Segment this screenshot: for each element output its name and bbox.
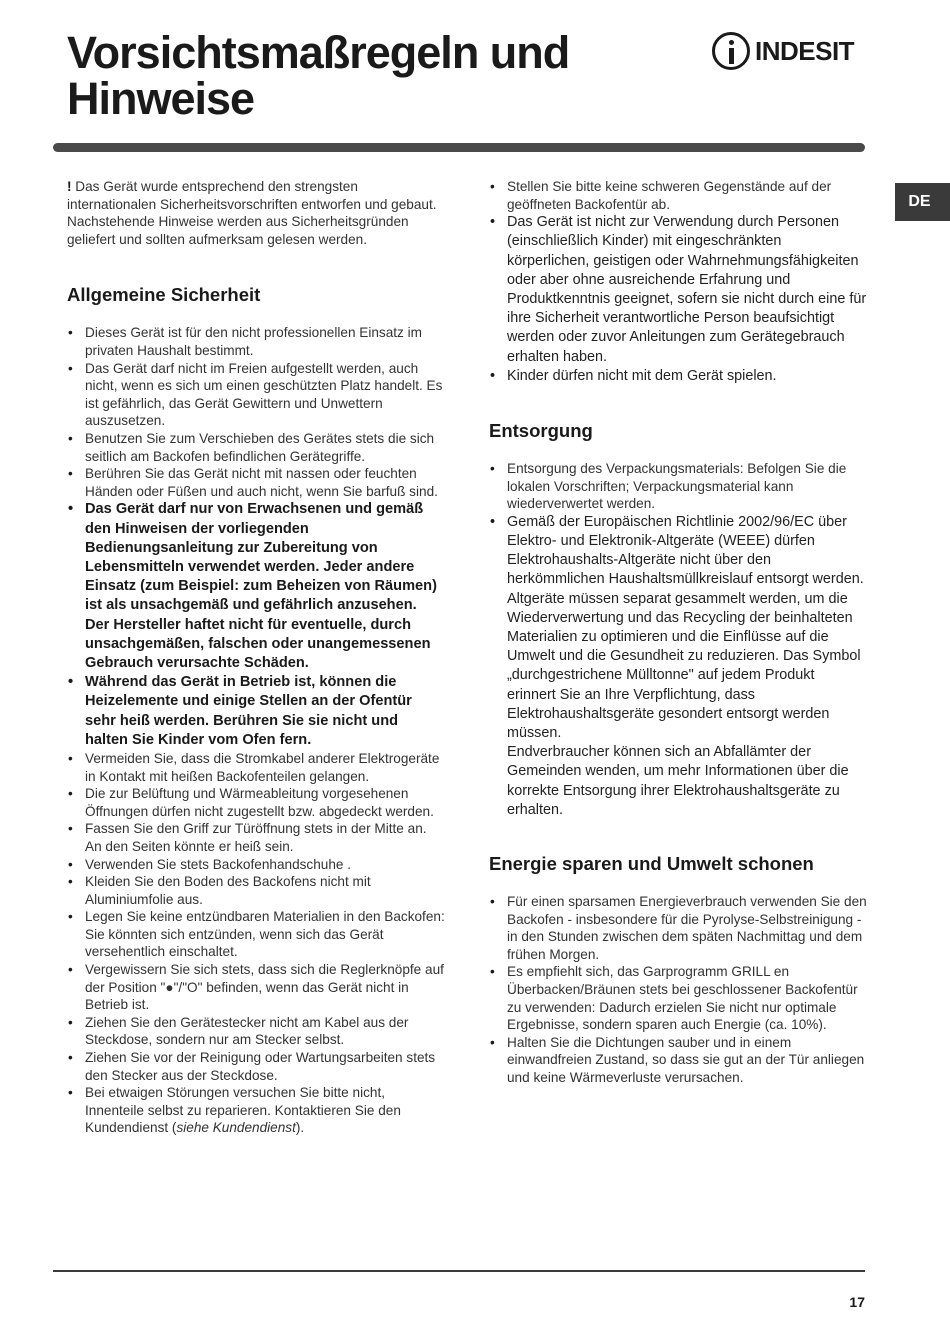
right-top-list [489,178,867,386]
section-heading-energie: Energie sparen und Umwelt schonen [489,853,814,875]
list-item: • Fassen Sie den Griff zur Türöffnung stets in der Mitte an. An den Seiten könnte er heiß sein. [67,820,445,855]
list-item-bold: • Das Gerät darf nur von Erwachsenen und gemäß den Hinweisen der vorliegenden Bedienungsanleitung zur Zubereitung von Lebensmitteln verwendet werden. Jeder andere Einsatz (zum Beispiel: zum Beheizen von Räumen) ist als unsachgemäß und gefährlich anzusehen. Der Hersteller haftet nicht für eventuelle, durch unsachgemäßen, falschen oder unangemessenen Gebrauch verursachte Schäden. [67,500,445,673]
language-tab: DE [895,183,950,221]
list-item: • Die zur Belüftung und Wärmeableitung vorgesehenen Öffnungen dürfen nicht zugestellt bzw. abgedeckt werden. [67,785,445,820]
header-divider [53,143,865,152]
list-item: • Stellen Sie bitte keine schweren Gegenstände auf der geöffneten Backofentür ab. [489,178,867,213]
list-item-bold: • Während das Gerät in Betrieb ist, können die Heizelemente und einige Stellen an der Ofentür sehr heiß werden. Berühren Sie sie nicht und halten Sie Kinder vom Ofen fern. [67,673,445,750]
list-item: • Ziehen Sie vor der Reinigung oder Wartungsarbeiten stets den Stecker aus der Steckdose. [67,1049,445,1084]
kundendienst-reference: siehe Kundendienst [176,1120,296,1136]
list-item: • Legen Sie keine entzündbaren Materialien in den Backofen: Sie könnten sich entzünden, wenn sich das Gerät versehentlich einschaltet. [67,908,445,961]
entsorgung-continuation: Endverbraucher können sich an Abfallämter der Gemeinden wenden, um mehr Informationen über die korrekte Entsorgung ihrer Elektrohaushaltsgeräte zu erhalten. [507,744,849,818]
left-column [67,178,445,1137]
list-item: • Verwenden Sie stets Backofenhandschuhe . [67,856,445,874]
list-item: • Vermeiden Sie, dass die Stromkabel anderer Elektrogeräte in Kontakt mit heißen Backofenteilen gelangen. [67,750,445,785]
right-column [489,178,867,1087]
footer-divider [53,1270,865,1272]
brand-name: INDESIT [755,35,855,66]
list-item: • Berühren Sie das Gerät nicht mit nassen oder feuchten Händen oder Füßen und auch nicht, wenn Sie barfuß sind. [67,465,445,500]
energie-list [489,893,867,1087]
list-item: • Kleiden Sie den Boden des Backofens nicht mit Aluminiumfolie aus. [67,873,445,908]
list-item [67,1084,445,1137]
list-item: • Kinder dürfen nicht mit dem Gerät spielen. [489,367,867,386]
page-title-line1: Vorsichtsmaßregeln und [67,27,570,78]
list-item: • Vergewissern Sie sich stets, dass sich die Reglerknöpfe auf der Position "●"/"O" befinden, wenn das Gerät nicht in Betrieb ist. [67,961,445,1014]
list-item: • Für einen sparsamen Energieverbrauch verwenden Sie den Backofen - insbesondere für die Pyrolyse-Selbstreinigung - in den Stunden zwischen dem späten Nachmittag und dem frühen Morgen. [489,893,867,963]
page-number: 17 [849,1294,865,1310]
entsorgung-list [489,460,867,743]
list-item: • Ziehen Sie den Gerätestecker nicht am Kabel aus der Steckdose, sondern nur am Stecker selbst. [67,1014,445,1049]
section-heading-allgemeine: Allgemeine Sicherheit [67,284,261,306]
page-title-line2: Hinweise [67,73,255,124]
list-item-text-end: ). [295,1120,305,1136]
brand-logo [712,30,854,72]
list-item: • Entsorgung des Verpackungsmaterials: Befolgen Sie die lokalen Vorschriften; Verpackungsmaterial kann wiederverwertet werden. [489,460,867,513]
section-heading-entsorgung: Entsorgung [489,420,593,442]
list-item-text: Bei etwaigen Störungen versuchen Sie bitte nicht, Innenteile selbst zu reparieren. Kontaktieren Sie den Kundendienst ( [85,1085,401,1136]
warning-mark: ! [67,179,72,194]
list-item: • Halten Sie die Dichtungen sauber und in einem einwandfreien Zustand, so dass sie gut an der Tür anliegen und keine Wärmeverluste verursachen. [489,1034,867,1087]
list-item: • Dieses Gerät ist für den nicht professionellen Einsatz im privaten Haushalt bestimmt. [67,324,445,359]
intro-text: Das Gerät wurde entsprechend den strengsten internationalen Sicherheitsvorschriften entworfen und gebaut. Nachstehende Hinweise werden aus Sicherheitsgründen geliefert und sollten aufmerksam gelesen werden. [67,179,437,247]
list-item: • Benutzen Sie zum Verschieben des Gerätes stets die sich seitlich am Backofen befindlichen Gerätegriffe. [67,430,445,465]
list-item: • Gemäß der Europäischen Richtlinie 2002/96/EC über Elektro- und Elektronik-Altgeräte (WEEE) dürfen Elektrohaushalts-Altgeräte nicht über den herkömmlichen Haushaltsmüllkreislauf entsorgt werden. Altgeräte müssen separat gesammelt werden, um die Wiederverwertung und das Recycling der beinhalteten Materialien zu optimieren und die Einflüsse auf die Umwelt und die Gesundheit zu reduzieren. Das Symbol „durchgestrichene Mülltonne" auf jedem Produkt erinnert Sie an Ihre Verpflichtung, dass Elektrohaushaltsgeräte gesondert entsorgt werden müssen. [489,513,867,743]
list-item: • Es empfiehlt sich, das Garprogramm GRILL en Überbacken/Bräunen stets bei geschlossener Backofentür zu verwenden: Dadurch erzielen Sie nicht nur optimale Ergebnisse, sondern sparen auch Energie (ca. 10%). [489,963,867,1033]
allgemeine-list [67,324,445,1137]
list-item: • Das Gerät darf nicht im Freien aufgestellt werden, auch nicht, wenn es sich um einen geschützten Platz handelt. Es ist gefährlich, das Gerät Gewittern und Unwettern auszusetzen. [67,360,445,430]
indesit-logo-icon [712,32,750,70]
list-item: • Das Gerät ist nicht zur Verwendung durch Personen (einschließlich Kinder) mit eingeschränkten körperlichen, geistigen oder Wahrnehmungsfähigkeiten oder aber ohne ausreichende Erfahrung und Produktkenntnis geeignet, sofern sie nicht durch eine für ihre Sicherheit verantwortliche Person beaufsichtigt werden oder zuvor Anleitungen zum Gerätegebrauch erhalten haben. [489,213,867,367]
intro-paragraph [67,178,445,248]
page-title [67,27,570,124]
